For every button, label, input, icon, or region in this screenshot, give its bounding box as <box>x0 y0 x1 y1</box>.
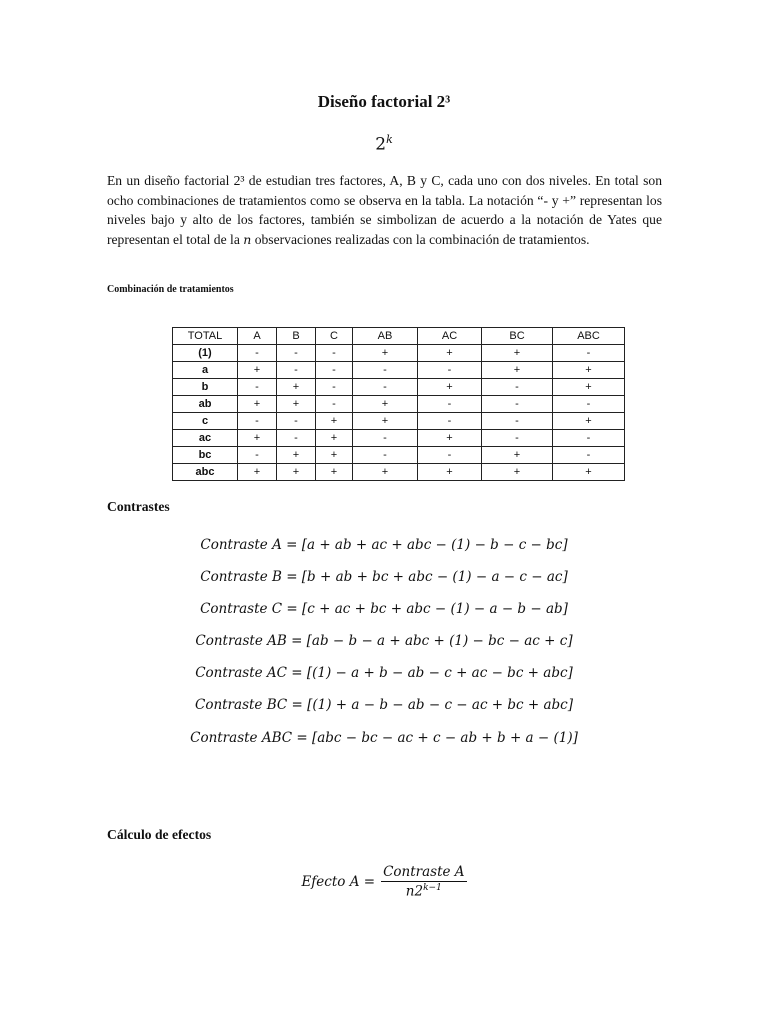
power-exponent: k <box>386 133 393 146</box>
treatment-label-cell: b <box>173 379 238 396</box>
column-header-b: B <box>277 328 316 345</box>
treatment-label-cell: abc <box>173 464 238 481</box>
sign-cell: - <box>353 447 418 464</box>
sign-cell: - <box>238 413 277 430</box>
table-header-row <box>173 328 625 345</box>
treatment-label-cell: bc <box>173 447 238 464</box>
sign-cell: + <box>238 362 277 379</box>
sign-cell: - <box>238 379 277 396</box>
table-body <box>173 345 625 481</box>
effects-heading: Cálculo de efectos <box>107 827 212 842</box>
sign-cell: + <box>316 430 353 447</box>
effect-a-numerator: Contraste A <box>383 864 465 880</box>
contrast-bc-equation: Contraste BC = [(1) + a − b − ab − c − ac + bc + abc] <box>194 697 574 713</box>
column-header-abc: ABC <box>553 328 625 345</box>
sign-cell: - <box>316 379 353 396</box>
sign-cell: - <box>277 345 316 362</box>
sign-cell: + <box>277 379 316 396</box>
column-header-a: A <box>238 328 277 345</box>
sign-cell: - <box>418 413 482 430</box>
sign-cell: - <box>482 396 553 413</box>
denominator-exponent: k−1 <box>423 883 442 893</box>
sign-cell: + <box>553 413 625 430</box>
treatment-label-cell: a <box>173 362 238 379</box>
sign-cell: + <box>553 379 625 396</box>
sign-cell: - <box>353 362 418 379</box>
table-header <box>173 328 625 345</box>
contrast-c-equation: Contraste C = [c + ac + bc + abc − (1) − a − b − ab] <box>200 601 568 617</box>
column-header-bc: BC <box>482 328 553 345</box>
sign-cell: - <box>418 447 482 464</box>
table-row <box>173 345 625 362</box>
column-header-ac: AC <box>418 328 482 345</box>
intro-text-part-2: observaciones realizadas con la combinación de tratamientos. <box>251 231 590 247</box>
sign-cell: - <box>277 413 316 430</box>
sign-cell: + <box>482 345 553 362</box>
sign-cell: + <box>482 447 553 464</box>
contrast-ab-equation: Contraste AB = [ab − b − a + abc + (1) − bc − ac + c] <box>195 633 573 649</box>
sign-cell: + <box>353 396 418 413</box>
column-header-c: C <box>316 328 353 345</box>
treatment-label-cell: c <box>173 413 238 430</box>
sign-cell: - <box>553 447 625 464</box>
sign-cell: - <box>353 379 418 396</box>
sign-cell: + <box>418 464 482 481</box>
sign-cell: + <box>277 464 316 481</box>
sign-cell: - <box>353 430 418 447</box>
denominator-base: n2 <box>405 883 424 900</box>
sign-cell: - <box>238 345 277 362</box>
sign-cell: - <box>238 447 277 464</box>
sign-cell: - <box>316 362 353 379</box>
sign-cell: - <box>482 379 553 396</box>
table-caption: Combinación de tratamientos <box>107 284 234 295</box>
table-row <box>173 464 625 481</box>
sign-cell: + <box>238 396 277 413</box>
contrast-ac-equation: Contraste AC = [(1) − a + b − ab − c + ac − bc + abc] <box>195 665 573 681</box>
sign-cell: + <box>238 430 277 447</box>
contrasts-heading: Contrastes <box>107 499 170 514</box>
table-row <box>173 447 625 464</box>
column-header-ab: AB <box>353 328 418 345</box>
contrast-a-equation: Contraste A = [a + ab + ac + abc − (1) − b − c − bc] <box>200 537 568 553</box>
sign-cell: + <box>277 447 316 464</box>
contrast-b-equation: Contraste B = [b + ab + bc + abc − (1) − a − c − ac] <box>200 569 568 585</box>
table-row <box>173 396 625 413</box>
sign-cell: + <box>553 464 625 481</box>
sign-cell: + <box>353 345 418 362</box>
sign-cell: - <box>553 345 625 362</box>
sign-cell: + <box>277 396 316 413</box>
sign-cell: + <box>418 379 482 396</box>
sign-cell: + <box>238 464 277 481</box>
effect-a-formula <box>0 864 768 900</box>
treatment-label-cell: ac <box>173 430 238 447</box>
sign-cell: - <box>277 362 316 379</box>
power-base: 2 <box>375 134 387 155</box>
sign-cell: - <box>553 396 625 413</box>
table-row <box>173 362 625 379</box>
sign-cell: + <box>316 413 353 430</box>
sign-cell: + <box>316 447 353 464</box>
effect-a-denominator <box>406 882 442 900</box>
contrast-abc-equation: Contraste ABC = [abc − bc − ac + c − ab + b + a − (1)] <box>190 730 578 746</box>
sign-cell: + <box>418 345 482 362</box>
sign-cell: + <box>353 413 418 430</box>
sign-cell: + <box>482 362 553 379</box>
effect-a-fraction <box>381 864 466 900</box>
sign-cell: - <box>277 430 316 447</box>
sign-cell: - <box>418 396 482 413</box>
treatment-combinations-table <box>172 327 625 481</box>
intro-n-symbol: n <box>243 231 252 247</box>
power-notation <box>0 133 768 155</box>
sign-cell: - <box>316 345 353 362</box>
column-header-total: TOTAL <box>173 328 238 345</box>
effect-a-lhs: Efecto A = <box>301 873 376 890</box>
page-title: Diseño factorial 2³ <box>317 92 451 111</box>
sign-cell: + <box>353 464 418 481</box>
sign-cell: - <box>482 413 553 430</box>
table-row <box>173 379 625 396</box>
sign-cell: + <box>418 430 482 447</box>
table-row <box>173 430 625 447</box>
intro-text-part-1: En un diseño factorial 2³ de estudian tres factores, A, B y C, cada uno con dos niveles. En total son ocho combinaciones de tratamientos como se observa en la tabla. La notación “- y +” representan los niveles bajo y alto de los factores, también se simbolizan de acuerdo a la notación de Yates que representan el total de la <box>107 173 662 247</box>
sign-cell: + <box>553 362 625 379</box>
sign-cell: - <box>316 396 353 413</box>
sign-cell: - <box>553 430 625 447</box>
treatment-label-cell: ab <box>173 396 238 413</box>
sign-cell: - <box>482 430 553 447</box>
sign-cell: + <box>482 464 553 481</box>
treatment-label-cell: (1) <box>173 345 238 362</box>
sign-cell: + <box>316 464 353 481</box>
intro-paragraph <box>107 171 662 249</box>
sign-cell: - <box>418 362 482 379</box>
table-row <box>173 413 625 430</box>
